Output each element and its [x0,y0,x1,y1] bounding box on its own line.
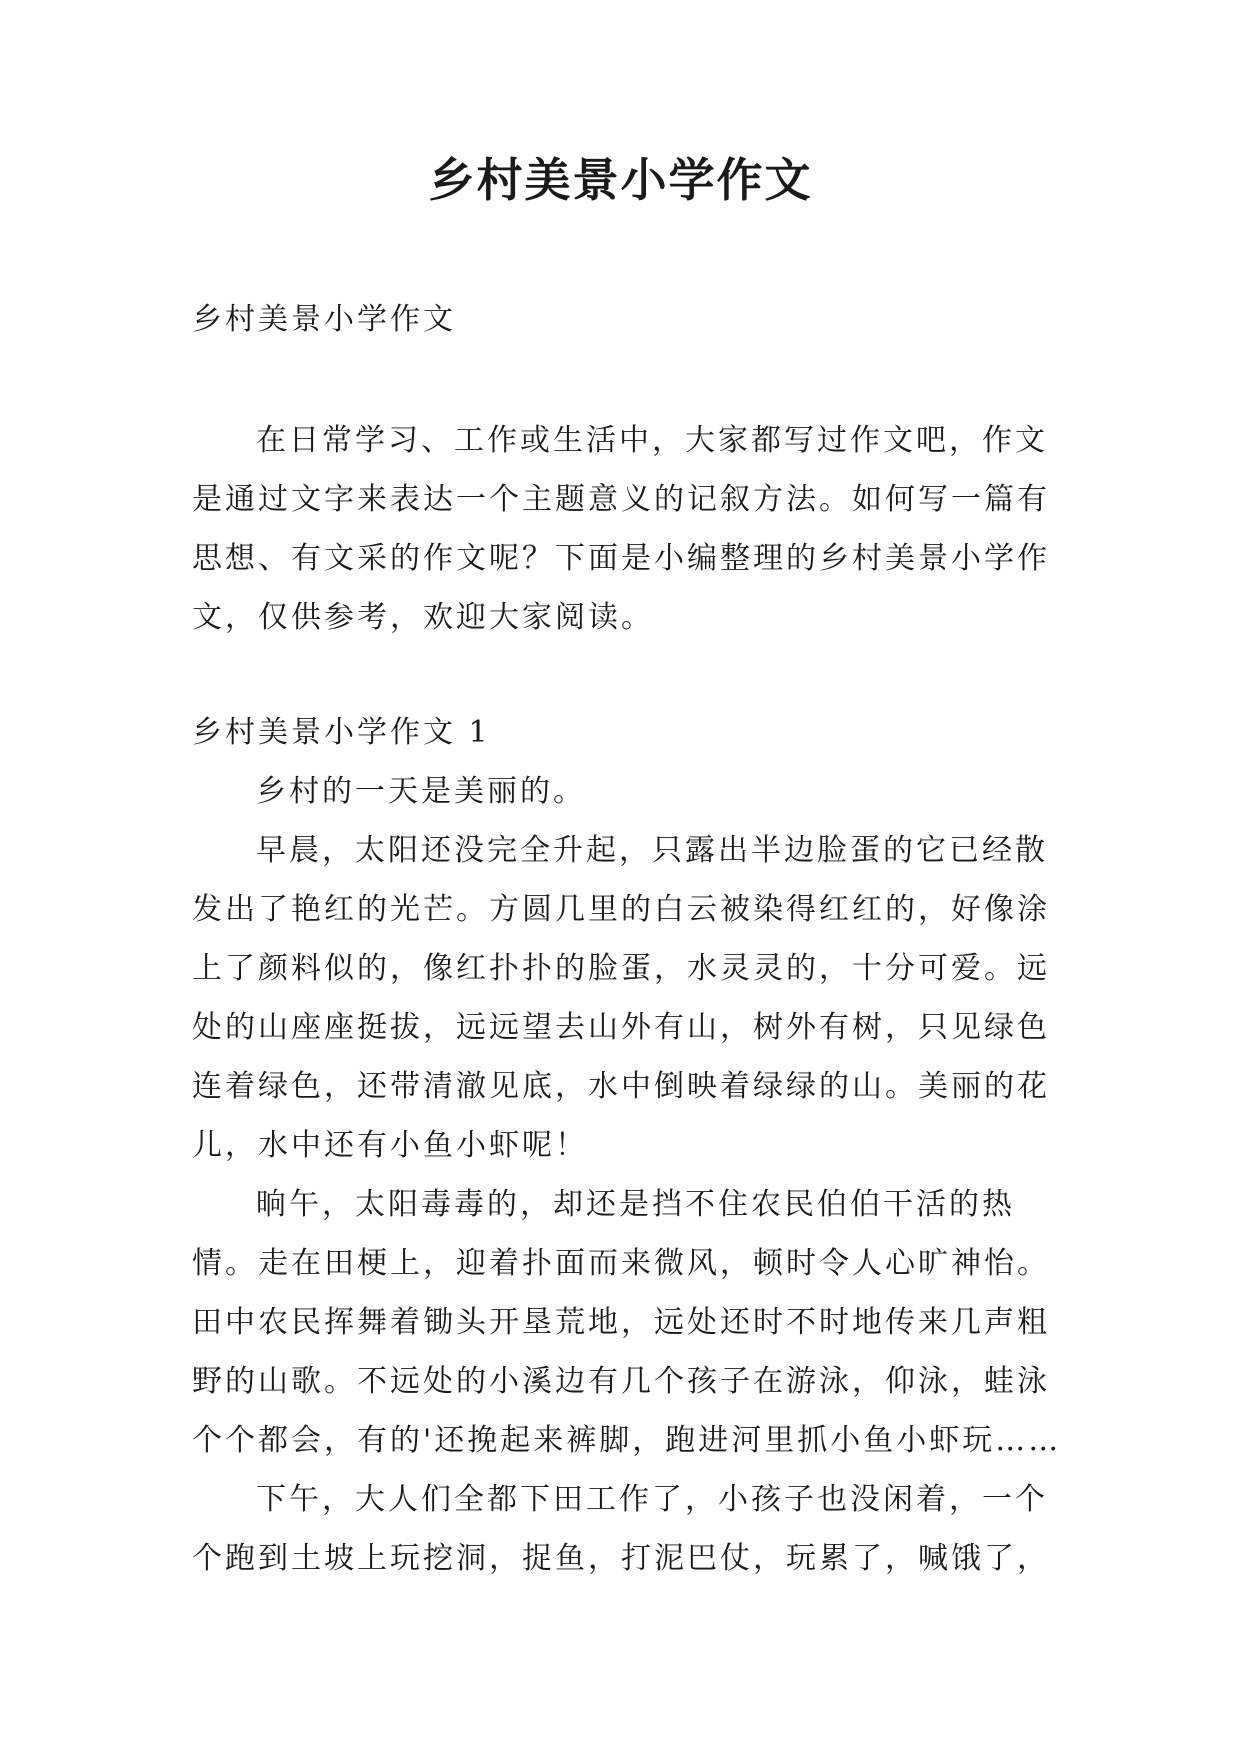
section-heading: 乡村美景小学作文 1 [192,715,491,750]
intro-paragraph: 在日常学习、工作或生活中，大家都写过作文吧，作文是通过文字来表达一个主题意义的记叙方法。如何写一篇有思想、有文采的作文呢？下面是小编整理的乡村美景小学作文，仅供参考，欢迎大家阅读。 [192,423,1050,635]
body-paragraph-4: 下午，大人们全都下田工作了，小孩子也没闲着，一个个跑到土坡上玩挖洞，捉鱼，打泥巴仗，玩累了，喊饿了， [192,1482,1050,1576]
body-paragraph-1: 乡村的一天是美丽的。 [256,774,586,809]
document-subtitle: 乡村美景小学作文 [192,302,456,337]
body-paragraph-3: 晌午，太阳毒毒的，却还是挡不住农民伯伯干活的热情。走在田梗上，迎着扑面而来微风，顿时令人心旷神怡。田中农民挥舞着锄头开垦荒地，远处还时不时地传来几声粗野的山歌。不远处的小溪边有几个孩子在游泳，仰泳，蛙泳个个都会，有的'还挽起来裤脚，跑进河里抓小鱼小虾玩…… [192,1187,1062,1458]
body-paragraph-2: 早晨，太阳还没完全升起，只露出半边脸蛋的它已经散发出了艳红的光芒。方圆几里的白云被染得红红的，好像涂上了颜料似的，像红扑扑的脸蛋，水灵灵的，十分可爱。远处的山座座挺拔，远远望去山外有山，树外有树，只见绿色连着绿色，还带清澈见底，水中倒映着绿绿的山。美丽的花儿，水中还有小鱼小虾呢！ [192,833,1050,1163]
document-body [192,290,1064,1588]
document-title: 乡村美景小学作文 [428,153,813,207]
